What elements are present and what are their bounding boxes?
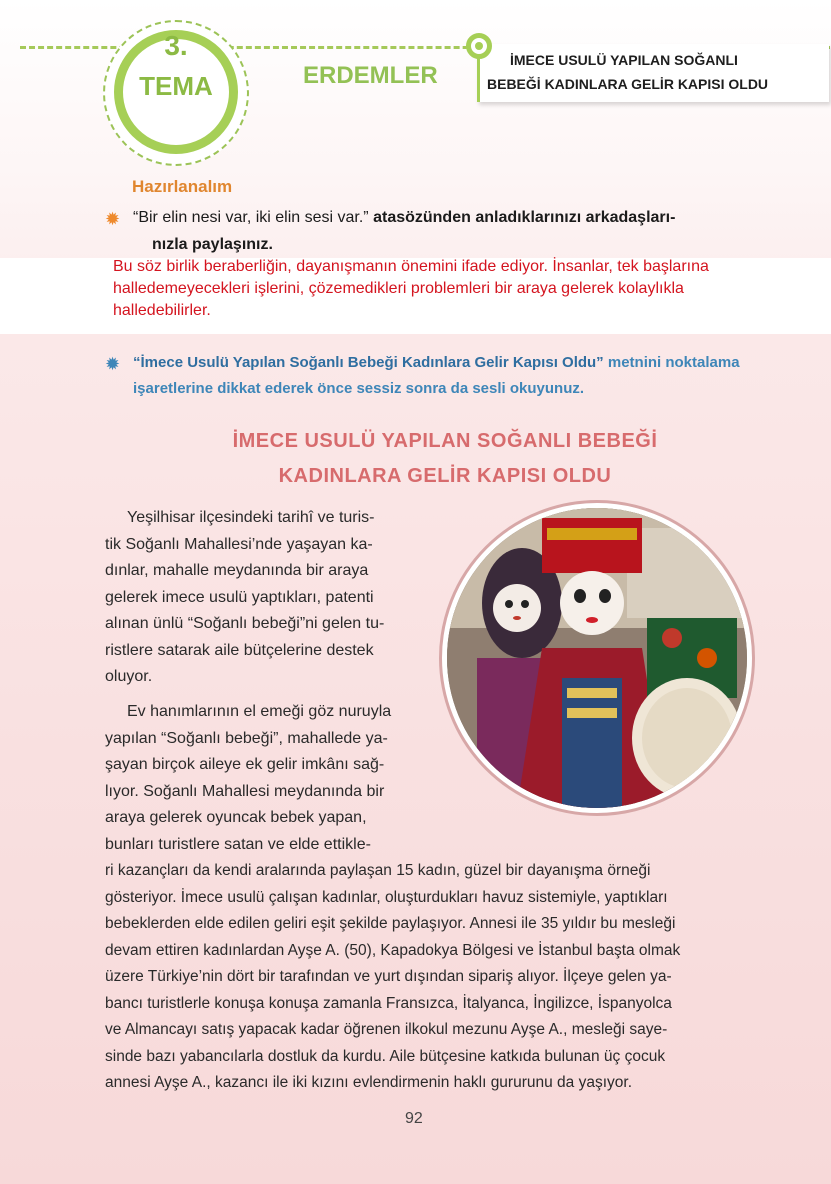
header-title-line1: İMECE USULÜ YAPILAN SOĞANLI — [510, 52, 738, 68]
p2-line: devam ettiren kadınlardan Ayşe A. (50), Kapadokya Bölgesi ve İstanbul başta olmak — [105, 941, 681, 959]
header-title-line2: BEBEĞİ KADINLARA GELİR KAPISI OLDU — [487, 76, 769, 92]
task1-line1 — [133, 204, 675, 232]
story-paragraph-2-full — [105, 858, 750, 1097]
task1-rest-line1: atasözünden anladıklarınızı arkadaşları- — [368, 209, 676, 226]
p2-line: sinde bazı yabancılarla dostluk da kurdu. Aile bütçesine katkıda bulunan üç çocuk — [105, 1047, 666, 1065]
story-title-line2: KADINLARA GELİR KAPISI OLDU — [278, 465, 612, 487]
task1-line2: nızla paylaşınız. — [152, 236, 273, 253]
task1-quote: “Bir elin nesi var, iki elin sesi var.” — [133, 209, 369, 226]
task2-rest: metnini noktalama işaretlerine dikkat ederek önce sessiz sonra da sesli okuyunuz. — [133, 354, 740, 397]
dolls-photo — [447, 508, 747, 808]
p2-line: ri kazançları da kendi aralarında paylaşan 15 kadın, güzel bir dayanışma örneği — [105, 862, 651, 879]
story-paragraph-2-column — [105, 699, 410, 858]
answer-text: Bu söz birlik beraberliğin, dayanışmanın önemini ifade ediyor. İnsanlar, tek başlarına halledemeyecekleri işlerini, çözemedikleri problemleri bir araya gelerek kolaylıkla halledebilirler. — [113, 258, 709, 319]
sun-star-icon: ✹ — [105, 209, 121, 230]
header-dot-icon — [466, 33, 492, 59]
p2-line: bebeklerden elde edilen geliri eşit şekilde paylaşıyor. Annesi ile 35 yıldır bu mesleği — [105, 915, 676, 932]
p2-line: lıyor. Soğanlı Mahallesi meydanında bir — [105, 782, 385, 800]
dolls-illustration — [447, 508, 747, 808]
p2-line: gösteriyor. İmece usulü çalışan kadınlar, oluşturdukları havuz sistemiyle, yaptıkları — [105, 888, 668, 906]
p1-line: dınlar, mahalle meydanında bir araya — [105, 562, 369, 579]
p2-line: şayan birçok aileye ek gelir imkânı sağ- — [105, 756, 385, 773]
p2-line: bancı turistlerle konuşa konuşa zamanla Fransızca, İtalyanca, İngilizce, İspanyolca — [105, 994, 672, 1012]
sun-star-icon: ✹ — [105, 354, 121, 375]
p1-line: Yeşilhisar ilçesindeki tarihî ve turis- — [127, 509, 375, 526]
p1-line: oluyor. — [105, 668, 153, 685]
p2-line: ve Almancayı satış yapacak kadar öğrenen ilkokul mezunu Ayşe A., mesleği saye- — [105, 1021, 668, 1038]
story-title-line1: İMECE USULÜ YAPILAN SOĞANLI BEBEĞİ — [232, 430, 658, 452]
task2-title: “İmece Usulü Yapılan Soğanlı Bebeği Kadınlara Gelir Kapısı Oldu” — [133, 354, 604, 371]
theme-word: TEMA — [139, 71, 213, 101]
story-paragraph-1 — [105, 505, 410, 691]
task2-text — [133, 350, 763, 402]
p2-line: annesi Ayşe A., kazancı ile iki kızını evlendirmenin haklı gururunu da yaşıyor. — [105, 1074, 632, 1091]
p2-line: araya gelerek oyuncak bebek yapan, — [105, 809, 367, 826]
p1-line: gelerek imece usulü yaptıkları, patenti — [105, 588, 374, 606]
p1-line: ristlere satarak aile bütçelerine destek — [105, 641, 374, 659]
section-title-hazirlanalim: Hazırlanalım — [132, 177, 233, 196]
p2-line: Ev hanımlarının el emeği göz nuruyla — [127, 703, 392, 720]
p2-line: üzere Türkiye’nin dört bir tarafından ve yurt dışından sipariş alıyor. İlçeye gelen ya- — [105, 968, 672, 985]
page-number: 92 — [405, 1110, 423, 1127]
p2-line: bunları turistlere satan ve elde ettikle- — [105, 835, 371, 853]
theme-name: ERDEMLER — [303, 62, 438, 89]
p1-line: alınan ünlü “Soğanlı bebeği”ni gelen tu- — [105, 615, 385, 632]
p1-line: tik Soğanlı Mahallesi’nde yaşayan ka- — [105, 535, 373, 553]
p2-line: yapılan “Soğanlı bebeği”, mahallede ya- — [105, 729, 388, 747]
theme-number: 3. — [164, 30, 188, 60]
